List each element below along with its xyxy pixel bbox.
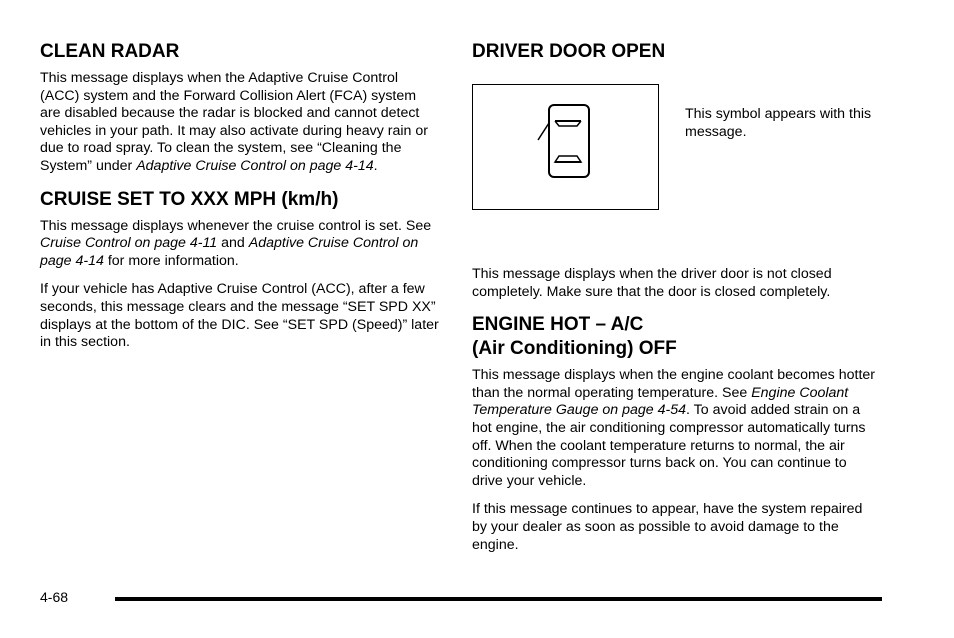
cruise-set-text-1-end: for more information. [103, 252, 239, 269]
symbol-caption: This symbol appears with this message. [685, 106, 872, 140]
right-column [472, 40, 877, 565]
engine-hot-text-1 [472, 367, 877, 490]
clean-radar-heading: CLEAN RADAR [40, 41, 180, 62]
clean-radar-text [40, 70, 440, 176]
footer-rule [115, 597, 882, 601]
symbol-figure [472, 70, 877, 236]
engine-hot-text-2: If this message continues to appear, have the system repaired by your dealer as soon as possible to avoid damage to the engine. [472, 501, 863, 553]
cruise-set-heading: CRUISE SET TO XXX MPH (km/h) [40, 188, 339, 210]
cruise-set-text-1 [40, 218, 440, 271]
coolant-gauge-link[interactable]: Engine Coolant Temperature Gauge on page 4-54 [472, 384, 849, 419]
engine-hot-heading-line1: ENGINE HOT – A/C [472, 314, 644, 336]
engine-hot-text-1-a: This message displays when the engine coolant becomes hotter than the normal operating temperature. See [472, 367, 875, 401]
cruise-control-link[interactable]: Cruise Control on page 4-11 [40, 235, 218, 252]
left-column [40, 40, 440, 363]
symbol-box [472, 84, 659, 210]
cruise-set-text-1-mid: and [217, 235, 249, 252]
adaptive-cruise-link[interactable]: Adaptive Cruise Control on page 4-14 [136, 157, 374, 174]
engine-hot-heading [472, 313, 877, 361]
engine-hot-text-1-end: . To avoid added strain on a hot engine, the air conditioning compressor automatically turns off. When the coolant temperature returns to normal, the air conditioning compressor turns back on. You can continue to drive your vehicle. [472, 402, 866, 489]
clean-radar-text-end: . [373, 157, 378, 174]
cruise-set-section [40, 188, 440, 352]
driver-door-text: This message displays when the driver door is not closed completely. Make sure that the door is closed completely. [472, 266, 832, 300]
adaptive-cruise-link-2[interactable]: Adaptive Cruise Control on page 4-14 [40, 235, 419, 269]
cruise-set-text-1-a: This message displays whenever the cruise control is set. See [40, 217, 432, 234]
page-number: 4-68 [40, 589, 69, 605]
engine-hot-heading-line2: (Air Conditioning) OFF [472, 338, 677, 360]
clean-radar-text-body: This message displays when the Adaptive Cruise Control (ACC) system and the Forward Collision Alert (FCA) system are disabled because the radar is blocked and cannot detect vehicles in your path. It may also activate during heavy rain or due to road spray. To clean the system, see “Cleaning the System” under [40, 70, 428, 174]
clean-radar-section [40, 40, 440, 176]
driver-door-section [472, 40, 877, 301]
driver-door-heading: DRIVER DOOR OPEN [472, 41, 666, 62]
cruise-set-text-2: If your vehicle has Adaptive Cruise Control (ACC), after a few seconds, this message clears and the message “SET SPD XX” displays at the bottom of the DIC. See “SET SPD (Speed)” later in this section. [40, 281, 439, 351]
door-open-icon [473, 85, 657, 208]
engine-hot-section [472, 313, 877, 554]
